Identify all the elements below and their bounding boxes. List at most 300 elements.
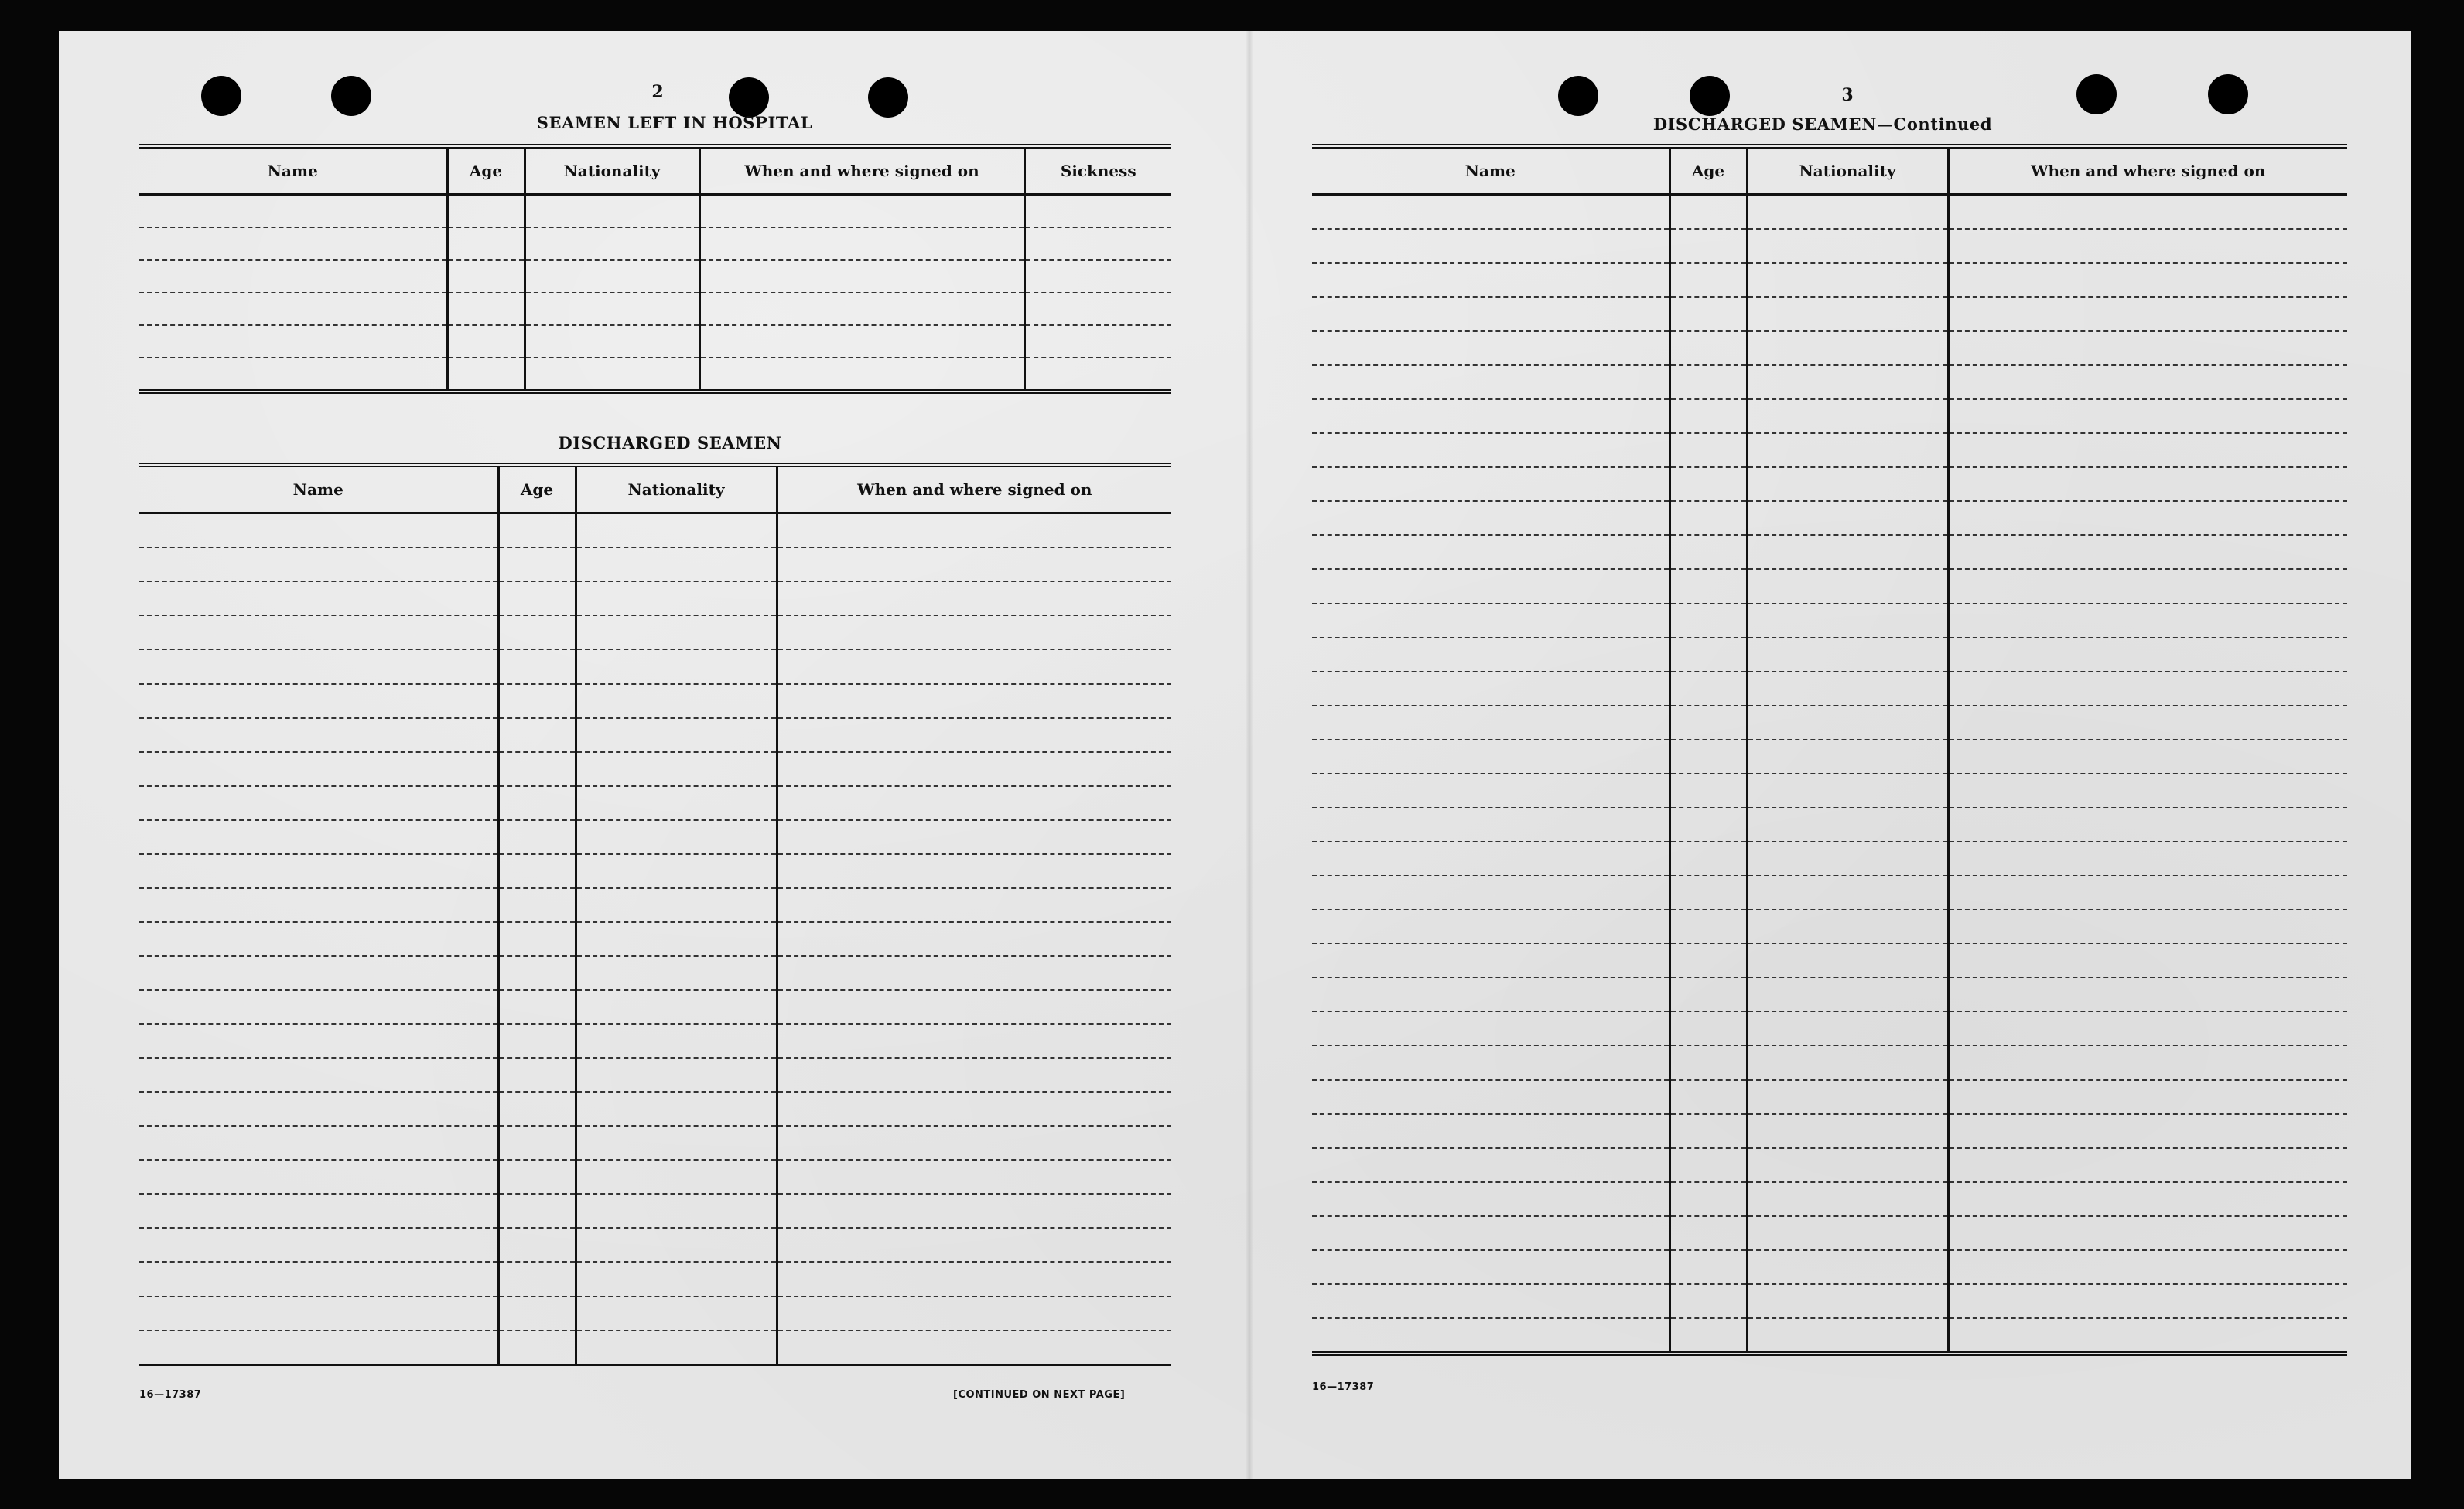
blank-entry-cell[interactable]: [576, 1228, 777, 1262]
blank-entry-cell[interactable]: [498, 820, 576, 854]
blank-entry-cell[interactable]: [1312, 331, 1669, 365]
section-title-discharged-continued: [1637, 114, 2008, 134]
blank-entry-cell[interactable]: [576, 956, 777, 990]
blank-entry-cell[interactable]: [576, 718, 777, 752]
blank-entry-cell[interactable]: [1747, 297, 1948, 331]
blank-entry-cell[interactable]: [1747, 535, 1948, 569]
blank-entry-cell[interactable]: [777, 820, 1171, 854]
blank-entry-cell[interactable]: [777, 1330, 1171, 1365]
blank-entry-cell[interactable]: [1948, 535, 2347, 569]
blank-entry-cell[interactable]: [1948, 1046, 2347, 1080]
blank-entry-cell[interactable]: [777, 1262, 1171, 1296]
blank-entry-cell[interactable]: [1669, 1148, 1747, 1182]
blank-entry-cell[interactable]: [139, 1092, 498, 1126]
blank-entry-cell[interactable]: [1669, 433, 1747, 467]
blank-entry-cell[interactable]: [1747, 365, 1948, 399]
blank-entry-cell[interactable]: [1747, 603, 1948, 637]
blank-entry-cell[interactable]: [576, 786, 777, 820]
blank-entry-cell[interactable]: [1747, 229, 1948, 263]
blank-entry-cell[interactable]: [1948, 603, 2347, 637]
blank-entry-cell[interactable]: [498, 582, 576, 616]
blank-entry-cell[interactable]: [1948, 501, 2347, 535]
blank-entry-cell[interactable]: [1747, 1012, 1948, 1046]
blank-entry-cell[interactable]: [1747, 978, 1948, 1012]
blank-entry-cell[interactable]: [139, 820, 498, 854]
blank-entry-cell[interactable]: [1669, 535, 1747, 569]
blank-entry-cell[interactable]: [1312, 297, 1669, 331]
blank-entry-cell[interactable]: [1669, 1250, 1747, 1284]
blank-entry-cell[interactable]: [1312, 535, 1669, 569]
table-row: [139, 1194, 1171, 1228]
blank-entry-cell[interactable]: [576, 514, 777, 548]
blank-entry-cell[interactable]: [1312, 263, 1669, 297]
blank-entry-cell[interactable]: [777, 854, 1171, 888]
blank-entry-cell[interactable]: [1747, 910, 1948, 944]
blank-entry-cell[interactable]: [777, 922, 1171, 956]
blank-entry-cell[interactable]: [1669, 842, 1747, 876]
document-sheet: [59, 31, 2411, 1479]
blank-entry-cell[interactable]: [1312, 671, 1669, 705]
blank-entry-cell[interactable]: [1669, 1284, 1747, 1318]
blank-entry-cell[interactable]: [139, 922, 498, 956]
column-header: Nationality: [1747, 146, 1948, 195]
blank-entry-cell[interactable]: [1312, 1250, 1669, 1284]
blank-entry-cell[interactable]: [498, 786, 576, 820]
blank-entry-cell[interactable]: [498, 684, 576, 718]
blank-entry-cell[interactable]: [1747, 399, 1948, 433]
blank-entry-cell[interactable]: [447, 325, 525, 357]
blank-entry-cell[interactable]: [1747, 807, 1948, 842]
blank-entry-cell[interactable]: [699, 260, 1024, 292]
blank-entry-cell[interactable]: [139, 514, 498, 548]
blank-entry-cell[interactable]: [1312, 876, 1669, 910]
blank-entry-cell[interactable]: [139, 582, 498, 616]
blank-entry-cell[interactable]: [1024, 195, 1171, 228]
blank-entry-cell[interactable]: [1669, 1012, 1747, 1046]
blank-entry-cell[interactable]: [139, 195, 447, 228]
blank-entry-cell[interactable]: [699, 325, 1024, 357]
blank-entry-cell[interactable]: [777, 1228, 1171, 1262]
table-row: [139, 292, 1171, 325]
blank-entry-cell[interactable]: [1669, 1182, 1747, 1216]
blank-entry-cell[interactable]: [1948, 569, 2347, 603]
blank-entry-cell[interactable]: [576, 582, 777, 616]
blank-entry-cell[interactable]: [1024, 292, 1171, 325]
blank-entry-cell[interactable]: [139, 1160, 498, 1194]
blank-entry-cell[interactable]: [777, 650, 1171, 684]
blank-entry-cell[interactable]: [1312, 1318, 1669, 1354]
blank-entry-cell[interactable]: [498, 1228, 576, 1262]
table-row: [139, 514, 1171, 548]
blank-entry-cell[interactable]: [576, 650, 777, 684]
blank-entry-cell[interactable]: [1312, 773, 1669, 807]
blank-entry-cell[interactable]: [1024, 260, 1171, 292]
blank-entry-cell[interactable]: [498, 1194, 576, 1228]
table-row: [139, 854, 1171, 888]
punch-hole: [331, 76, 371, 116]
blank-entry-cell[interactable]: [498, 718, 576, 752]
blank-entry-cell[interactable]: [139, 752, 498, 786]
blank-entry-cell[interactable]: [1948, 331, 2347, 365]
blank-entry-cell[interactable]: [1948, 1284, 2347, 1318]
blank-entry-cell[interactable]: [139, 888, 498, 922]
blank-entry-cell[interactable]: [699, 292, 1024, 325]
blank-entry-cell[interactable]: [1747, 433, 1948, 467]
blank-entry-cell[interactable]: [1669, 229, 1747, 263]
blank-entry-cell[interactable]: [1669, 501, 1747, 535]
blank-entry-cell[interactable]: [777, 1126, 1171, 1160]
table-row: [1312, 195, 2347, 230]
blank-entry-cell[interactable]: [525, 195, 699, 228]
blank-entry-cell[interactable]: [777, 752, 1171, 786]
blank-entry-cell[interactable]: [139, 956, 498, 990]
blank-entry-cell[interactable]: [1948, 467, 2347, 501]
discharged-table: [139, 463, 1171, 1366]
table-row: [1312, 842, 2347, 876]
blank-entry-cell[interactable]: [777, 1160, 1171, 1194]
blank-entry-cell[interactable]: [498, 1262, 576, 1296]
punch-hole: [2208, 74, 2248, 114]
blank-entry-cell[interactable]: [139, 260, 447, 292]
blank-entry-cell[interactable]: [1747, 1148, 1948, 1182]
blank-entry-cell[interactable]: [1948, 773, 2347, 807]
blank-entry-cell[interactable]: [139, 786, 498, 820]
blank-entry-cell[interactable]: [1312, 1114, 1669, 1148]
table-row: [1312, 399, 2347, 433]
blank-entry-cell[interactable]: [1669, 263, 1747, 297]
blank-entry-cell[interactable]: [1948, 1148, 2347, 1182]
blank-entry-cell[interactable]: [1669, 1046, 1747, 1080]
blank-entry-cell[interactable]: [1312, 501, 1669, 535]
blank-entry-cell[interactable]: [576, 1330, 777, 1365]
blank-entry-cell[interactable]: [1747, 195, 1948, 230]
blank-entry-cell[interactable]: [1312, 433, 1669, 467]
table-row: [1312, 365, 2347, 399]
blank-entry-cell[interactable]: [576, 1160, 777, 1194]
blank-entry-cell[interactable]: [1948, 1216, 2347, 1250]
blank-entry-cell[interactable]: [1747, 876, 1948, 910]
table-row: [139, 650, 1171, 684]
blank-entry-cell[interactable]: [576, 1194, 777, 1228]
blank-entry-cell[interactable]: [1312, 569, 1669, 603]
blank-entry-cell[interactable]: [576, 1092, 777, 1126]
blank-entry-cell[interactable]: [1948, 910, 2347, 944]
blank-entry-cell[interactable]: [1948, 1250, 2347, 1284]
blank-entry-cell[interactable]: [1312, 739, 1669, 773]
blank-entry-cell[interactable]: [1948, 433, 2347, 467]
blank-entry-cell[interactable]: [1669, 399, 1747, 433]
blank-entry-cell[interactable]: [777, 548, 1171, 582]
blank-entry-cell[interactable]: [139, 1262, 498, 1296]
blank-entry-cell[interactable]: [777, 718, 1171, 752]
blank-entry-cell[interactable]: [576, 1262, 777, 1296]
table-row: [139, 548, 1171, 582]
blank-entry-cell[interactable]: [139, 684, 498, 718]
blank-entry-cell[interactable]: [1669, 671, 1747, 705]
column-header: Name: [1312, 146, 1669, 195]
blank-entry-cell[interactable]: [1669, 365, 1747, 399]
blank-entry-cell[interactable]: [1948, 671, 2347, 705]
blank-entry-cell[interactable]: [498, 1160, 576, 1194]
blank-entry-cell[interactable]: [1312, 1012, 1669, 1046]
blank-entry-cell[interactable]: [1948, 263, 2347, 297]
blank-entry-cell[interactable]: [1312, 807, 1669, 842]
blank-entry-cell[interactable]: [1669, 910, 1747, 944]
blank-entry-cell[interactable]: [498, 1330, 576, 1365]
blank-entry-cell[interactable]: [498, 616, 576, 650]
table-row: [139, 1126, 1171, 1160]
blank-entry-cell[interactable]: [1669, 569, 1747, 603]
blank-entry-cell[interactable]: [777, 582, 1171, 616]
blank-entry-cell[interactable]: [447, 227, 525, 260]
blank-entry-cell[interactable]: [525, 260, 699, 292]
blank-entry-cell[interactable]: [447, 260, 525, 292]
blank-entry-cell[interactable]: [139, 1126, 498, 1160]
blank-entry-cell[interactable]: [139, 548, 498, 582]
blank-entry-cell[interactable]: [1948, 229, 2347, 263]
blank-entry-cell[interactable]: [1747, 1318, 1948, 1354]
blank-entry-cell[interactable]: [498, 1126, 576, 1160]
blank-entry-cell[interactable]: [1747, 263, 1948, 297]
blank-entry-cell[interactable]: [498, 1092, 576, 1126]
blank-entry-cell[interactable]: [447, 292, 525, 325]
blank-entry-cell[interactable]: [1669, 1318, 1747, 1354]
blank-entry-cell[interactable]: [498, 548, 576, 582]
blank-entry-cell[interactable]: [576, 990, 777, 1024]
blank-entry-cell[interactable]: [1669, 467, 1747, 501]
blank-entry-cell[interactable]: [1669, 297, 1747, 331]
table-row: [1312, 603, 2347, 637]
blank-entry-cell[interactable]: [498, 990, 576, 1024]
blank-entry-cell[interactable]: [777, 684, 1171, 718]
blank-entry-cell[interactable]: [1312, 842, 1669, 876]
blank-entry-cell[interactable]: [1312, 195, 1669, 230]
blank-entry-cell[interactable]: [498, 956, 576, 990]
table-row: [139, 1228, 1171, 1262]
blank-entry-cell[interactable]: [447, 357, 525, 391]
blank-entry-cell[interactable]: [1312, 603, 1669, 637]
blank-entry-cell[interactable]: [498, 922, 576, 956]
blank-entry-cell[interactable]: [139, 1330, 498, 1365]
table-row: [1312, 739, 2347, 773]
blank-entry-cell[interactable]: [1312, 1216, 1669, 1250]
blank-entry-cell[interactable]: [1669, 603, 1747, 637]
blank-entry-cell[interactable]: [1747, 739, 1948, 773]
blank-entry-cell[interactable]: [1312, 467, 1669, 501]
blank-entry-cell[interactable]: [1669, 195, 1747, 230]
table-row: [1312, 773, 2347, 807]
blank-entry-cell[interactable]: [1747, 842, 1948, 876]
blank-entry-cell[interactable]: [1948, 876, 2347, 910]
blank-entry-cell[interactable]: [576, 1296, 777, 1330]
blank-entry-cell[interactable]: [1024, 227, 1171, 260]
blank-entry-cell[interactable]: [1669, 1216, 1747, 1250]
blank-entry-cell[interactable]: [576, 888, 777, 922]
blank-entry-cell[interactable]: [777, 990, 1171, 1024]
blank-entry-cell[interactable]: [1312, 944, 1669, 978]
blank-entry-cell[interactable]: [1747, 1284, 1948, 1318]
table-row: [1312, 944, 2347, 978]
table-row: [139, 888, 1171, 922]
blank-entry-cell[interactable]: [1948, 705, 2347, 739]
blank-entry-cell[interactable]: [777, 1296, 1171, 1330]
blank-entry-cell[interactable]: [777, 1058, 1171, 1092]
blank-entry-cell[interactable]: [139, 854, 498, 888]
blank-entry-cell[interactable]: [1747, 1046, 1948, 1080]
blank-entry-cell[interactable]: [139, 1194, 498, 1228]
blank-entry-cell[interactable]: [139, 616, 498, 650]
table-row: [139, 616, 1171, 650]
table-row: [139, 227, 1171, 260]
blank-entry-cell[interactable]: [139, 718, 498, 752]
blank-entry-cell[interactable]: [1948, 842, 2347, 876]
blank-entry-cell[interactable]: [1312, 1284, 1669, 1318]
blank-entry-cell[interactable]: [139, 292, 447, 325]
blank-entry-cell[interactable]: [1312, 1080, 1669, 1114]
blank-entry-cell[interactable]: [1747, 637, 1948, 671]
blank-entry-cell[interactable]: [1948, 1318, 2347, 1354]
blank-entry-cell[interactable]: [498, 650, 576, 684]
blank-entry-cell[interactable]: [1024, 325, 1171, 357]
blank-entry-cell[interactable]: [777, 1024, 1171, 1058]
blank-entry-cell[interactable]: [1747, 501, 1948, 535]
blank-entry-cell[interactable]: [1669, 637, 1747, 671]
blank-entry-cell[interactable]: [777, 616, 1171, 650]
blank-entry-cell[interactable]: [139, 990, 498, 1024]
blank-entry-cell[interactable]: [1669, 944, 1747, 978]
blank-entry-cell[interactable]: [1948, 1080, 2347, 1114]
blank-entry-cell[interactable]: [576, 922, 777, 956]
blank-entry-cell[interactable]: [777, 786, 1171, 820]
blank-entry-cell[interactable]: [139, 1228, 498, 1262]
blank-entry-cell[interactable]: [777, 956, 1171, 990]
table-row: [1312, 978, 2347, 1012]
blank-entry-cell[interactable]: [1312, 705, 1669, 739]
blank-entry-cell[interactable]: [1747, 331, 1948, 365]
blank-entry-cell[interactable]: [139, 1296, 498, 1330]
blank-entry-cell[interactable]: [576, 548, 777, 582]
blank-entry-cell[interactable]: [1948, 807, 2347, 842]
hospital-table: [139, 144, 1171, 394]
blank-entry-cell[interactable]: [139, 325, 447, 357]
blank-entry-cell[interactable]: [1312, 1182, 1669, 1216]
blank-entry-cell[interactable]: [1747, 1080, 1948, 1114]
blank-entry-cell[interactable]: [699, 227, 1024, 260]
column-header: Sickness: [1024, 146, 1171, 195]
blank-entry-cell[interactable]: [1948, 195, 2347, 230]
blank-entry-cell[interactable]: [576, 616, 777, 650]
blank-entry-cell[interactable]: [139, 227, 447, 260]
blank-entry-cell[interactable]: [498, 752, 576, 786]
blank-entry-cell[interactable]: [777, 1194, 1171, 1228]
blank-entry-cell[interactable]: [1747, 705, 1948, 739]
blank-entry-cell[interactable]: [525, 325, 699, 357]
blank-entry-cell[interactable]: [1669, 1080, 1747, 1114]
blank-entry-cell[interactable]: [1747, 569, 1948, 603]
table-row: [1312, 1250, 2347, 1284]
blank-entry-cell[interactable]: [1669, 705, 1747, 739]
blank-entry-cell[interactable]: [1312, 229, 1669, 263]
blank-entry-cell[interactable]: [699, 357, 1024, 391]
blank-entry-cell[interactable]: [498, 514, 576, 548]
blank-entry-cell[interactable]: [1669, 739, 1747, 773]
blank-entry-cell[interactable]: [777, 888, 1171, 922]
blank-entry-cell[interactable]: [498, 1296, 576, 1330]
blank-entry-cell[interactable]: [1747, 944, 1948, 978]
blank-entry-cell[interactable]: [576, 1126, 777, 1160]
blank-entry-cell[interactable]: [1312, 399, 1669, 433]
blank-entry-cell[interactable]: [498, 888, 576, 922]
blank-entry-cell[interactable]: [699, 195, 1024, 228]
blank-entry-cell[interactable]: [1312, 637, 1669, 671]
blank-entry-cell[interactable]: [447, 195, 525, 228]
blank-entry-cell[interactable]: [1747, 1182, 1948, 1216]
blank-entry-cell[interactable]: [525, 292, 699, 325]
blank-entry-cell[interactable]: [777, 1092, 1171, 1126]
blank-entry-cell[interactable]: [1312, 1046, 1669, 1080]
blank-entry-cell[interactable]: [1024, 357, 1171, 391]
blank-entry-cell[interactable]: [1948, 944, 2347, 978]
blank-entry-cell[interactable]: [1669, 331, 1747, 365]
blank-entry-cell[interactable]: [498, 1024, 576, 1058]
center-fold: [1246, 31, 1253, 1479]
blank-entry-cell[interactable]: [1312, 365, 1669, 399]
blank-entry-cell[interactable]: [1669, 876, 1747, 910]
blank-entry-cell[interactable]: [139, 1024, 498, 1058]
blank-entry-cell[interactable]: [139, 650, 498, 684]
blank-entry-cell[interactable]: [1747, 1250, 1948, 1284]
table-row: [139, 922, 1171, 956]
blank-entry-cell[interactable]: [576, 854, 777, 888]
blank-entry-cell[interactable]: [1312, 910, 1669, 944]
blank-entry-cell[interactable]: [1948, 637, 2347, 671]
blank-entry-cell[interactable]: [1948, 1182, 2347, 1216]
column-header: Age: [1669, 146, 1747, 195]
table-row: [1312, 331, 2347, 365]
blank-entry-cell[interactable]: [1948, 978, 2347, 1012]
blank-entry-cell[interactable]: [139, 1058, 498, 1092]
blank-entry-cell[interactable]: [1747, 1216, 1948, 1250]
blank-entry-cell[interactable]: [525, 357, 699, 391]
blank-entry-cell[interactable]: [1669, 807, 1747, 842]
blank-entry-cell[interactable]: [1948, 1114, 2347, 1148]
blank-entry-cell[interactable]: [1948, 1012, 2347, 1046]
blank-entry-cell[interactable]: [576, 752, 777, 786]
blank-entry-cell[interactable]: [1747, 467, 1948, 501]
blank-entry-cell[interactable]: [1669, 773, 1747, 807]
blank-entry-cell[interactable]: [1747, 671, 1948, 705]
blank-entry-cell[interactable]: [576, 1024, 777, 1058]
blank-entry-cell[interactable]: [1312, 978, 1669, 1012]
blank-entry-cell[interactable]: [498, 1058, 576, 1092]
blank-entry-cell[interactable]: [525, 227, 699, 260]
blank-entry-cell[interactable]: [1669, 978, 1747, 1012]
blank-entry-cell[interactable]: [576, 1058, 777, 1092]
blank-entry-cell[interactable]: [1312, 1148, 1669, 1182]
blank-entry-cell[interactable]: [576, 684, 777, 718]
blank-entry-cell[interactable]: [1747, 1114, 1948, 1148]
blank-entry-cell[interactable]: [1948, 365, 2347, 399]
blank-entry-cell[interactable]: [1669, 1114, 1747, 1148]
blank-entry-cell[interactable]: [1948, 399, 2347, 433]
blank-entry-cell[interactable]: [498, 854, 576, 888]
blank-entry-cell[interactable]: [1747, 773, 1948, 807]
blank-entry-cell[interactable]: [777, 514, 1171, 548]
blank-entry-cell[interactable]: [576, 820, 777, 854]
blank-entry-cell[interactable]: [139, 357, 447, 391]
blank-entry-cell[interactable]: [1948, 297, 2347, 331]
blank-entry-cell[interactable]: [1948, 739, 2347, 773]
